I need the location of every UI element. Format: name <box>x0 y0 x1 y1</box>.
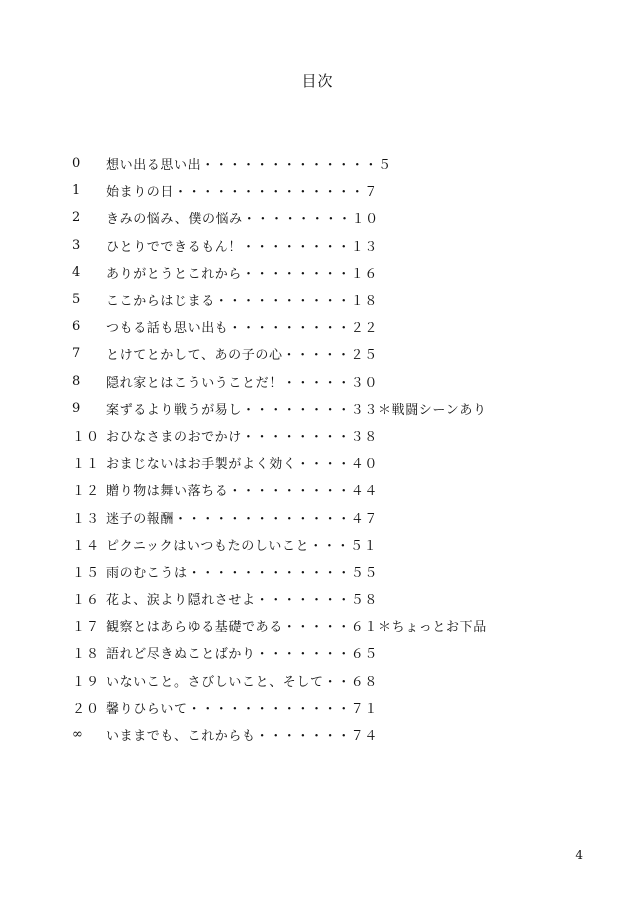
chapter-title-with-page: 始まりの日・・・・・・・・・・・・・・７ <box>106 185 379 201</box>
chapter-title-with-page: いないこと。さびしいこと、そして・・６８ <box>106 674 379 690</box>
chapter-title-with-page: 贈り物は舞い落ちる・・・・・・・・・４４ <box>106 484 379 500</box>
chapter-number: １４ <box>72 538 101 554</box>
chapter-number: 9 <box>72 400 82 416</box>
chapter-number: １３ <box>72 511 101 527</box>
toc-entry <box>72 368 592 395</box>
toc-entry <box>72 476 592 503</box>
toc-entry <box>72 422 592 449</box>
toc-entry <box>72 721 592 748</box>
chapter-number: 0 <box>72 156 82 172</box>
chapter-title-with-page: ここからはじまる・・・・・・・・・・１８ <box>106 294 379 310</box>
toc-entry <box>72 558 592 585</box>
chapter-number: 1 <box>72 183 82 199</box>
toc-entry <box>72 667 592 694</box>
chapter-number: ２０ <box>72 701 101 717</box>
chapter-number: 7 <box>72 346 82 362</box>
toc-entry <box>72 694 592 721</box>
page-number: 4 <box>575 848 583 862</box>
toc-entry <box>72 177 592 204</box>
toc-entry <box>72 340 592 367</box>
chapter-title-with-page: きみの悩み、僕の悩み・・・・・・・・１０ <box>106 212 379 228</box>
chapter-number: 6 <box>72 319 82 335</box>
chapter-number: ∞ <box>72 727 84 743</box>
chapter-title-with-page: 花よ、涙より隠れさせよ・・・・・・・５８ <box>106 593 379 609</box>
chapter-number: 2 <box>72 210 82 226</box>
chapter-title-with-page: 馨りひらいて・・・・・・・・・・・・７１ <box>106 701 379 717</box>
chapter-title-with-page: おまじないはお手製がよく効く・・・・４０ <box>106 457 379 473</box>
chapter-title-with-page: ピクニックはいつもたのしいこと・・・５１ <box>106 538 378 554</box>
chapter-title-with-page: 雨のむこうは・・・・・・・・・・・・５５ <box>106 565 379 581</box>
toc-entry <box>72 503 592 530</box>
chapter-title-with-page: おひなさまのおでかけ・・・・・・・・３８ <box>106 429 378 445</box>
chapter-title-with-page: 案ずるより戦うが易し・・・・・・・・３３＊戦闘シーンあり <box>106 402 487 418</box>
chapter-title-with-page: 迷子の報酬・・・・・・・・・・・・・４７ <box>106 511 379 527</box>
toc-entry <box>72 639 592 666</box>
chapter-number: １９ <box>72 674 101 690</box>
toc-entry <box>72 395 592 422</box>
chapter-title-with-page: つもる話も思い出も・・・・・・・・・２２ <box>106 321 379 337</box>
chapter-number: １７ <box>72 620 101 636</box>
chapter-title-with-page: ありがとうとこれから・・・・・・・・１６ <box>106 266 379 282</box>
toc-entry <box>72 232 592 259</box>
toc-entry <box>72 150 592 177</box>
chapter-number: 5 <box>72 292 82 308</box>
chapter-number: １２ <box>72 484 101 500</box>
toc-entry <box>72 531 592 558</box>
toc-entry <box>72 612 592 639</box>
chapter-title-with-page: 語れど尽きぬことばかり・・・・・・・６５ <box>106 647 379 663</box>
toc-entry <box>72 259 592 286</box>
chapter-number: １６ <box>72 593 101 609</box>
chapter-number: １１ <box>72 457 101 473</box>
chapter-number: １０ <box>72 429 101 445</box>
chapter-title-with-page: ひとりでできるもん！・・・・・・・・１３ <box>106 239 379 255</box>
table-of-contents <box>72 150 592 748</box>
chapter-title-with-page: いままでも、これからも・・・・・・・７４ <box>106 729 379 745</box>
chapter-title-with-page: 想い出る思い出・・・・・・・・・・・・・５ <box>106 158 392 174</box>
chapter-title-with-page: 観察とはあらゆる基礎である・・・・・６１＊ちょっとお下品 <box>106 620 487 636</box>
toc-entry <box>72 313 592 340</box>
chapter-number: 3 <box>72 237 82 253</box>
toc-entry <box>72 585 592 612</box>
chapter-number: １８ <box>72 647 101 663</box>
toc-entry <box>72 204 592 231</box>
chapter-title-with-page: 隠れ家とはこういうことだ！・・・・・３０ <box>106 375 379 391</box>
chapter-number: 8 <box>72 373 82 389</box>
chapter-title-with-page: とけてとかして、あの子の心・・・・・２５ <box>106 348 378 364</box>
toc-entry <box>72 286 592 313</box>
toc-entry <box>72 449 592 476</box>
chapter-number: １５ <box>72 565 101 581</box>
page-title: 目次 <box>301 72 334 90</box>
chapter-number: 4 <box>72 264 82 280</box>
